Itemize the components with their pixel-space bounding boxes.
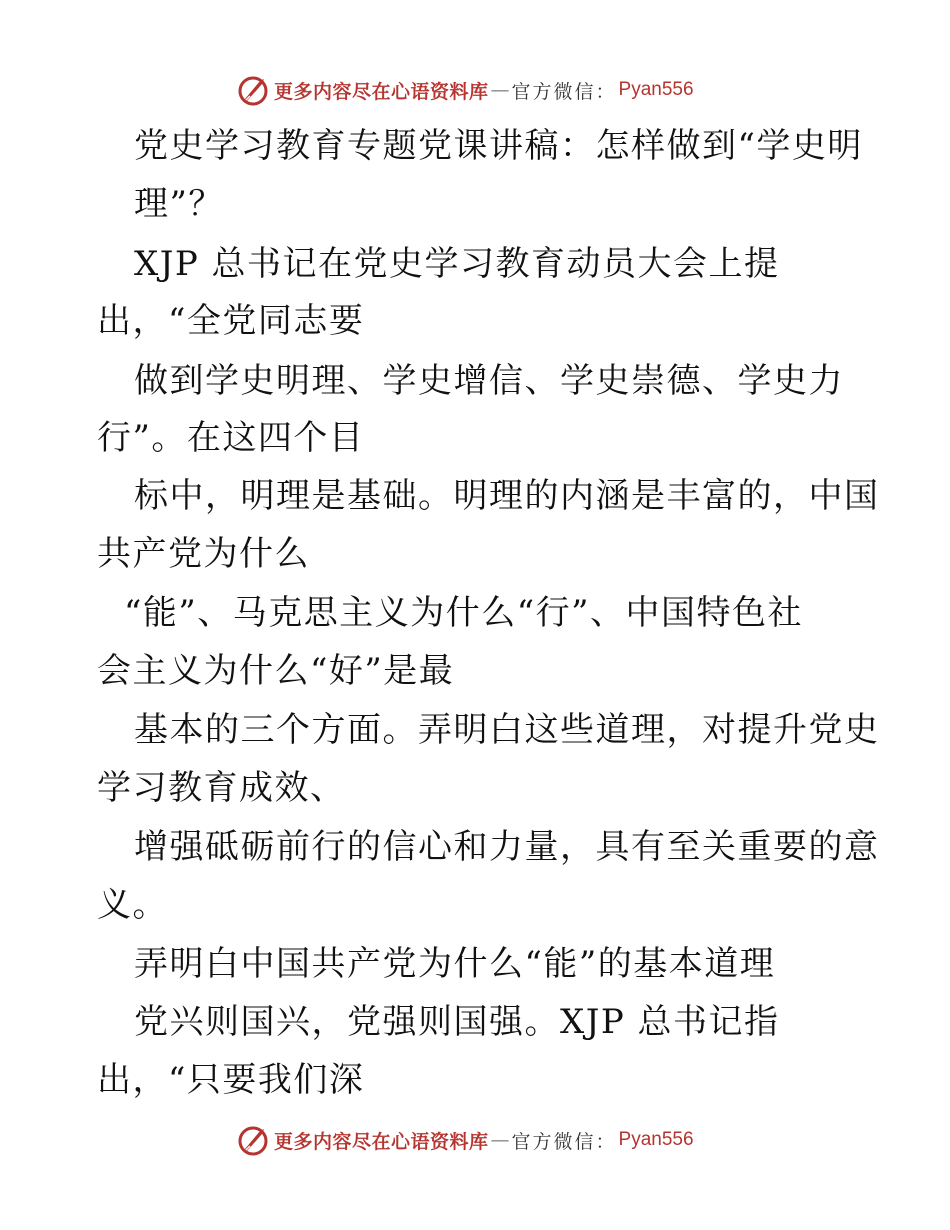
text-line: 标中，明理是基础。明理的内涵是丰富的，中国 bbox=[134, 476, 880, 516]
watermark-brand: 更多内容尽在心语资料库 bbox=[274, 1130, 489, 1153]
text-line: 会主义为什么“好”是最 bbox=[97, 651, 455, 691]
quill-pen-logo-icon bbox=[236, 1123, 270, 1157]
text-line: 党兴则国兴，党强则国强。XJP 总书记指 bbox=[134, 1002, 780, 1042]
quill-pen-logo-icon bbox=[236, 73, 270, 107]
text-line: 增强砥砺前行的信心和力量，具有至关重要的意 bbox=[134, 827, 880, 867]
document-title-line-1: 党史学习教育专题党课讲稿：怎样做到“学史明 bbox=[134, 126, 863, 166]
header-watermark bbox=[236, 73, 694, 107]
text-line: 行”。在这四个目 bbox=[97, 418, 365, 458]
text-line: “能”、马克思主义为什么“行”、中国特色社 bbox=[124, 593, 804, 633]
watermark-brand: 更多内容尽在心语资料库 bbox=[274, 80, 489, 103]
watermark-label: 官方微信： bbox=[511, 80, 617, 103]
text-line: XJP 总书记在党史学习教育动员大会上提 bbox=[134, 244, 780, 284]
watermark-label: 官方微信： bbox=[511, 1130, 617, 1153]
watermark-dash: — bbox=[490, 1129, 510, 1151]
watermark-wechat-id: Pyan556 bbox=[618, 79, 694, 100]
text-line: 义。 bbox=[97, 885, 168, 925]
footer-watermark bbox=[236, 1123, 694, 1157]
watermark-dash: — bbox=[490, 79, 510, 101]
document-title-line-2: 理”？ bbox=[134, 184, 224, 224]
text-line: 出，“只要我们深 bbox=[97, 1060, 365, 1100]
text-line: 学习教育成效、 bbox=[97, 768, 346, 808]
watermark-wechat-id: Pyan556 bbox=[618, 1129, 694, 1150]
text-line: 做到学史明理、学史增信、学史崇德、学史力 bbox=[134, 361, 844, 401]
text-line: 出，“全党同志要 bbox=[97, 301, 365, 341]
text-line: 基本的三个方面。弄明白这些道理，对提升党史 bbox=[134, 710, 880, 750]
section-heading: 弄明白中国共产党为什么“能”的基本道理 bbox=[134, 944, 776, 984]
text-line: 共产党为什么 bbox=[97, 534, 310, 574]
